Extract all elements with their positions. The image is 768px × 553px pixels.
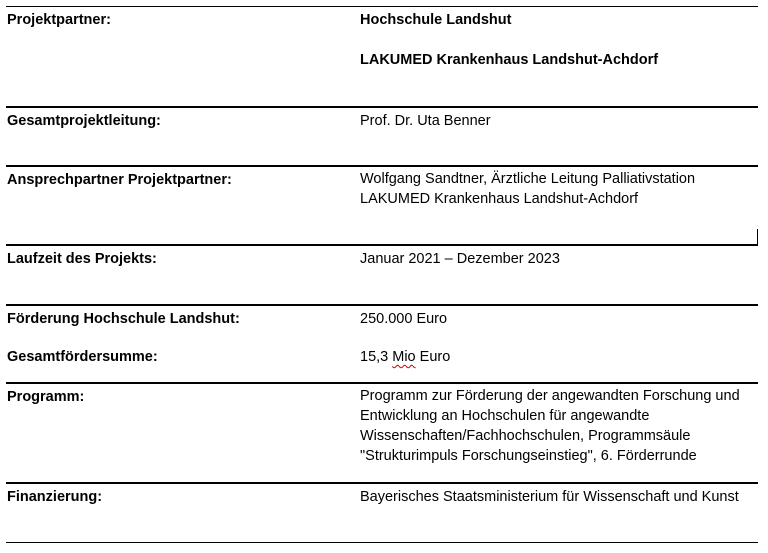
programm-line: Wissenschaften/Fachhochschulen, Programmsäule xyxy=(360,428,691,444)
ansprechpartner-line: Wolfgang Sandtner, Ärztliche Leitung Palliativstation xyxy=(360,171,696,187)
value-projektpartner-2: LAKUMED Krankenhaus Landshut-Achdorf xyxy=(360,52,659,68)
row-divider xyxy=(6,482,758,484)
label-projektpartner: Projektpartner: xyxy=(7,12,111,28)
value-ansprechpartner xyxy=(360,169,695,209)
row-divider xyxy=(6,165,758,167)
label-ansprechpartner: Ansprechpartner Projektpartner: xyxy=(7,172,232,188)
row-divider xyxy=(6,106,758,108)
value-foerderung: 250.000 Euro xyxy=(360,311,448,327)
top-rule xyxy=(6,6,758,7)
bottom-rule xyxy=(6,542,758,543)
value-gesamtfoerdersumme xyxy=(360,349,450,365)
value-finanzierung: Bayerisches Staatsministerium für Wissenschaft und Kunst xyxy=(360,489,739,505)
label-gesamtfoerdersumme: Gesamtfördersumme: xyxy=(7,349,158,365)
label-gesamtprojektleitung: Gesamtprojektleitung: xyxy=(7,113,161,129)
row-divider xyxy=(6,382,758,384)
value-laufzeit: Januar 2021 – Dezember 2023 xyxy=(360,251,560,267)
ansprechpartner-line: LAKUMED Krankenhaus Landshut-Achdorf xyxy=(360,191,639,207)
gesamtfoerdersumme-unit: Euro xyxy=(415,349,451,365)
programm-line: Entwicklung an Hochschulen für angewandte xyxy=(360,408,650,424)
label-foerderung: Förderung Hochschule Landshut: xyxy=(7,311,240,327)
programm-line: "Strukturimpuls Forschungseinstieg", 6. Förderrunde xyxy=(360,448,697,464)
label-laufzeit: Laufzeit des Projekts: xyxy=(7,251,157,267)
programm-line: Programm zur Förderung der angewandten Forschung und xyxy=(360,388,740,404)
row-divider xyxy=(6,244,758,246)
label-finanzierung: Finanzierung: xyxy=(7,489,103,505)
table-edge-tick xyxy=(757,229,758,245)
spellcheck-flagged-word[interactable]: Mio xyxy=(392,349,416,365)
value-projektpartner-1: Hochschule Landshut xyxy=(360,12,512,28)
gesamtfoerdersumme-amount: 15,3 xyxy=(360,349,393,365)
value-programm xyxy=(360,386,740,466)
row-divider xyxy=(6,304,758,306)
label-programm: Programm: xyxy=(7,389,85,405)
value-gesamtprojektleitung: Prof. Dr. Uta Benner xyxy=(360,113,491,129)
